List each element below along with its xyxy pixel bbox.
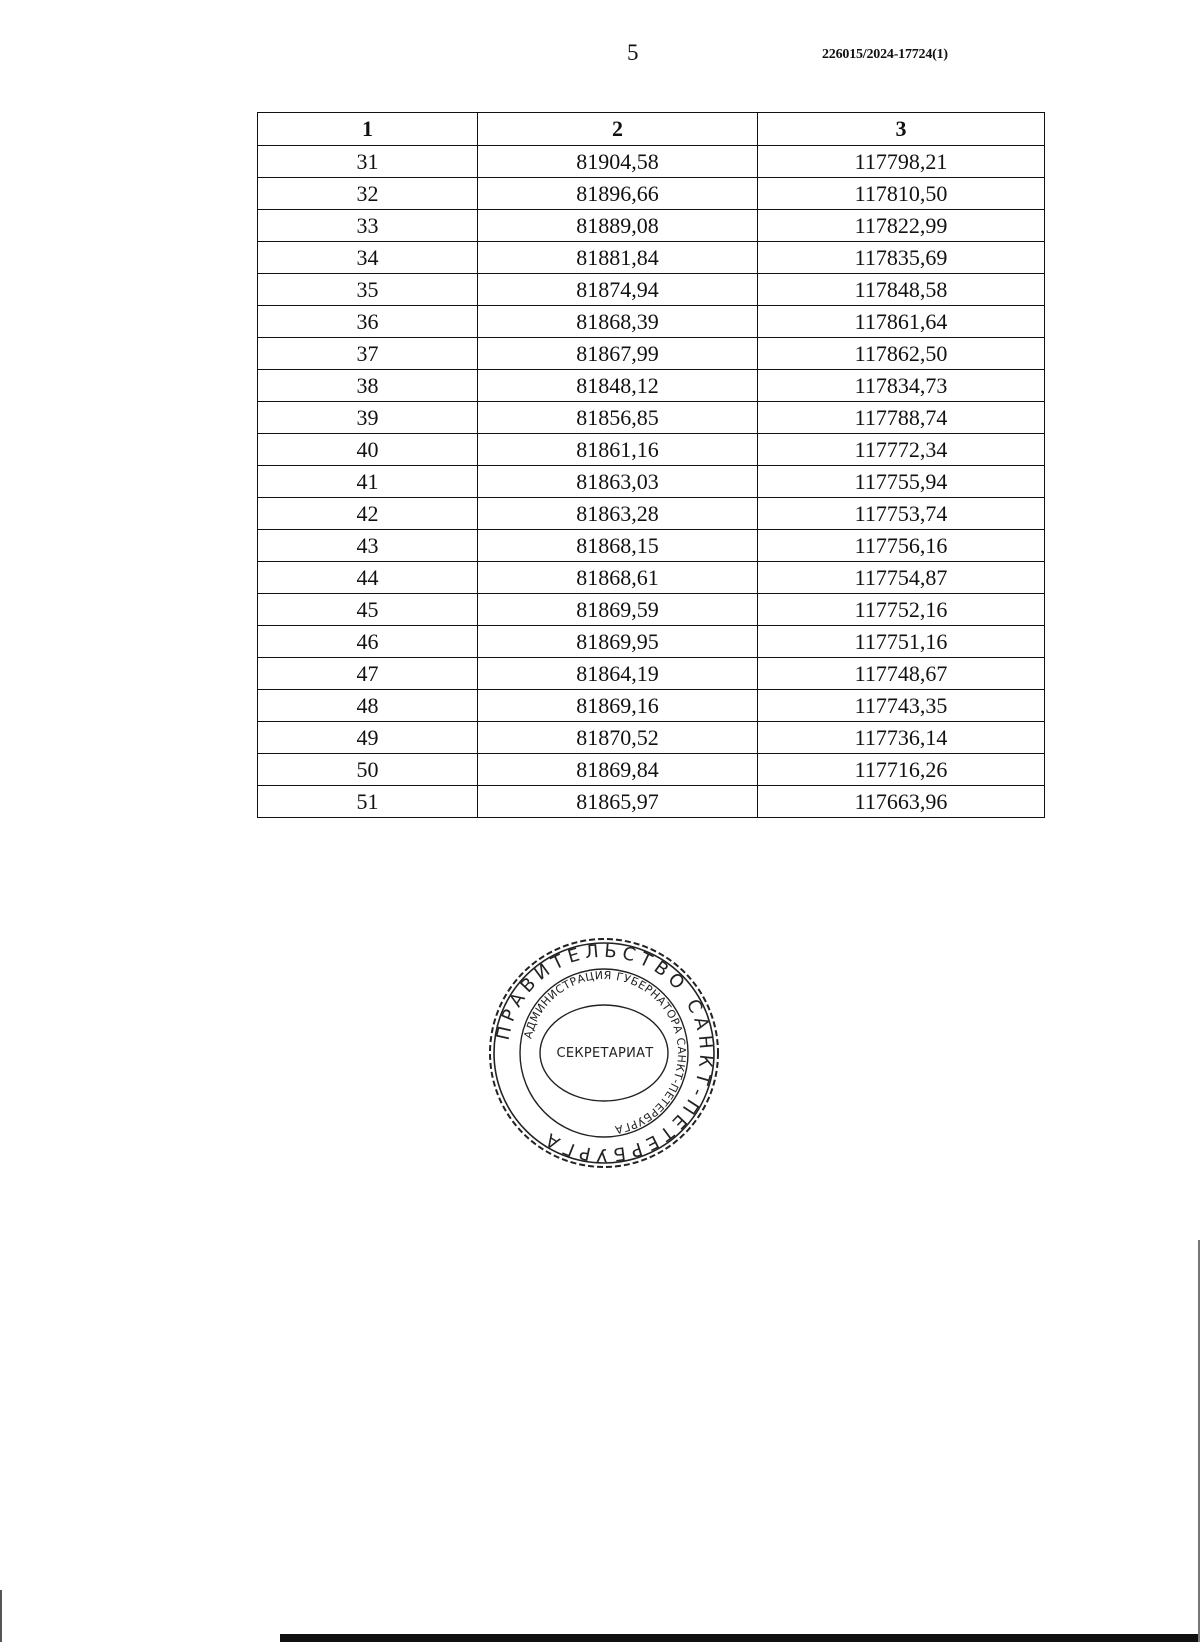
table-cell: 117663,96 (758, 786, 1045, 818)
table-row (258, 562, 1045, 594)
table-cell: 117810,50 (758, 178, 1045, 210)
table-row (258, 754, 1045, 786)
table-cell: 81865,97 (478, 786, 758, 818)
table-cell: 34 (258, 242, 478, 274)
table-row (258, 434, 1045, 466)
table-cell: 117751,16 (758, 626, 1045, 658)
table-row (258, 402, 1045, 434)
table-cell: 81868,39 (478, 306, 758, 338)
table-cell: 81869,84 (478, 754, 758, 786)
table-cell: 81869,95 (478, 626, 758, 658)
scan-border-bottom (280, 1634, 1200, 1642)
table-cell: 81869,59 (478, 594, 758, 626)
stamp-center-text: СЕКРЕТАРИАТ (556, 1045, 654, 1061)
table-cell: 81848,12 (478, 370, 758, 402)
table-cell: 81874,94 (478, 274, 758, 306)
table-cell: 81904,58 (478, 146, 758, 178)
scan-edge-left (0, 1590, 2, 1642)
table-cell: 117798,21 (758, 146, 1045, 178)
stamp-outer-text: ПРАВИТЕЛЬСТВО САНКТ-ПЕТЕРБУРГА (492, 940, 717, 1166)
table-cell: 117756,16 (758, 530, 1045, 562)
table-row (258, 722, 1045, 754)
table-cell: 117835,69 (758, 242, 1045, 274)
table-cell: 117743,35 (758, 690, 1045, 722)
table-row (258, 146, 1045, 178)
table-cell: 45 (258, 594, 478, 626)
table-row (258, 466, 1045, 498)
stamp-inner-text: АДМИНИСТРАЦИЯ ГУБЕРНАТОРА САНКТ-ПЕТЕРБУРГА (521, 968, 689, 1137)
table-cell: 81863,28 (478, 498, 758, 530)
table-row (258, 498, 1045, 530)
table-cell: 38 (258, 370, 478, 402)
table-cell: 81889,08 (478, 210, 758, 242)
table-cell: 117748,67 (758, 658, 1045, 690)
table-cell: 40 (258, 434, 478, 466)
table-row (258, 178, 1045, 210)
table-row (258, 626, 1045, 658)
table-cell: 47 (258, 658, 478, 690)
table-cell: 48 (258, 690, 478, 722)
table-cell: 41 (258, 466, 478, 498)
table-cell: 81856,85 (478, 402, 758, 434)
table-row (258, 338, 1045, 370)
table-cell: 81863,03 (478, 466, 758, 498)
table-row (258, 210, 1045, 242)
table-cell: 117862,50 (758, 338, 1045, 370)
table-cell: 44 (258, 562, 478, 594)
table-cell: 49 (258, 722, 478, 754)
table-cell: 81868,15 (478, 530, 758, 562)
table-row (258, 690, 1045, 722)
table-cell: 43 (258, 530, 478, 562)
document-id: 226015/2024-17724(1) (822, 47, 948, 62)
table-cell: 117755,94 (758, 466, 1045, 498)
table-cell: 81867,99 (478, 338, 758, 370)
table-cell: 117848,58 (758, 274, 1045, 306)
table-row (258, 658, 1045, 690)
table-cell: 117716,26 (758, 754, 1045, 786)
table-cell: 117834,73 (758, 370, 1045, 402)
table-cell: 81870,52 (478, 722, 758, 754)
table-cell: 37 (258, 338, 478, 370)
table-cell: 39 (258, 402, 478, 434)
table-cell: 117861,64 (758, 306, 1045, 338)
table-cell: 32 (258, 178, 478, 210)
table-row (258, 370, 1045, 402)
table-row (258, 530, 1045, 562)
table-cell: 36 (258, 306, 478, 338)
table-cell: 81869,16 (478, 690, 758, 722)
table-row (258, 306, 1045, 338)
table-cell: 117753,74 (758, 498, 1045, 530)
column-header: 1 (258, 113, 478, 146)
table-cell: 31 (258, 146, 478, 178)
table-cell: 46 (258, 626, 478, 658)
table-cell: 35 (258, 274, 478, 306)
table-row (258, 242, 1045, 274)
page-number: 5 (627, 40, 639, 65)
table-cell: 117736,14 (758, 722, 1045, 754)
table-cell: 81881,84 (478, 242, 758, 274)
table-cell: 117788,74 (758, 402, 1045, 434)
table-cell: 117822,99 (758, 210, 1045, 242)
secretariat-stamp (486, 935, 722, 1171)
table-cell: 42 (258, 498, 478, 530)
table-cell: 117754,87 (758, 562, 1045, 594)
table-cell: 117772,34 (758, 434, 1045, 466)
table-header-row (258, 113, 1045, 146)
table-cell: 33 (258, 210, 478, 242)
table-cell: 81896,66 (478, 178, 758, 210)
table-cell: 81864,19 (478, 658, 758, 690)
table-cell: 117752,16 (758, 594, 1045, 626)
column-header: 3 (758, 113, 1045, 146)
table-row (258, 786, 1045, 818)
table-cell: 51 (258, 786, 478, 818)
coordinates-table (257, 112, 1045, 818)
table-cell: 81868,61 (478, 562, 758, 594)
table-cell: 50 (258, 754, 478, 786)
table-body (258, 146, 1045, 818)
column-header: 2 (478, 113, 758, 146)
table-row (258, 594, 1045, 626)
table-row (258, 274, 1045, 306)
table-cell: 81861,16 (478, 434, 758, 466)
